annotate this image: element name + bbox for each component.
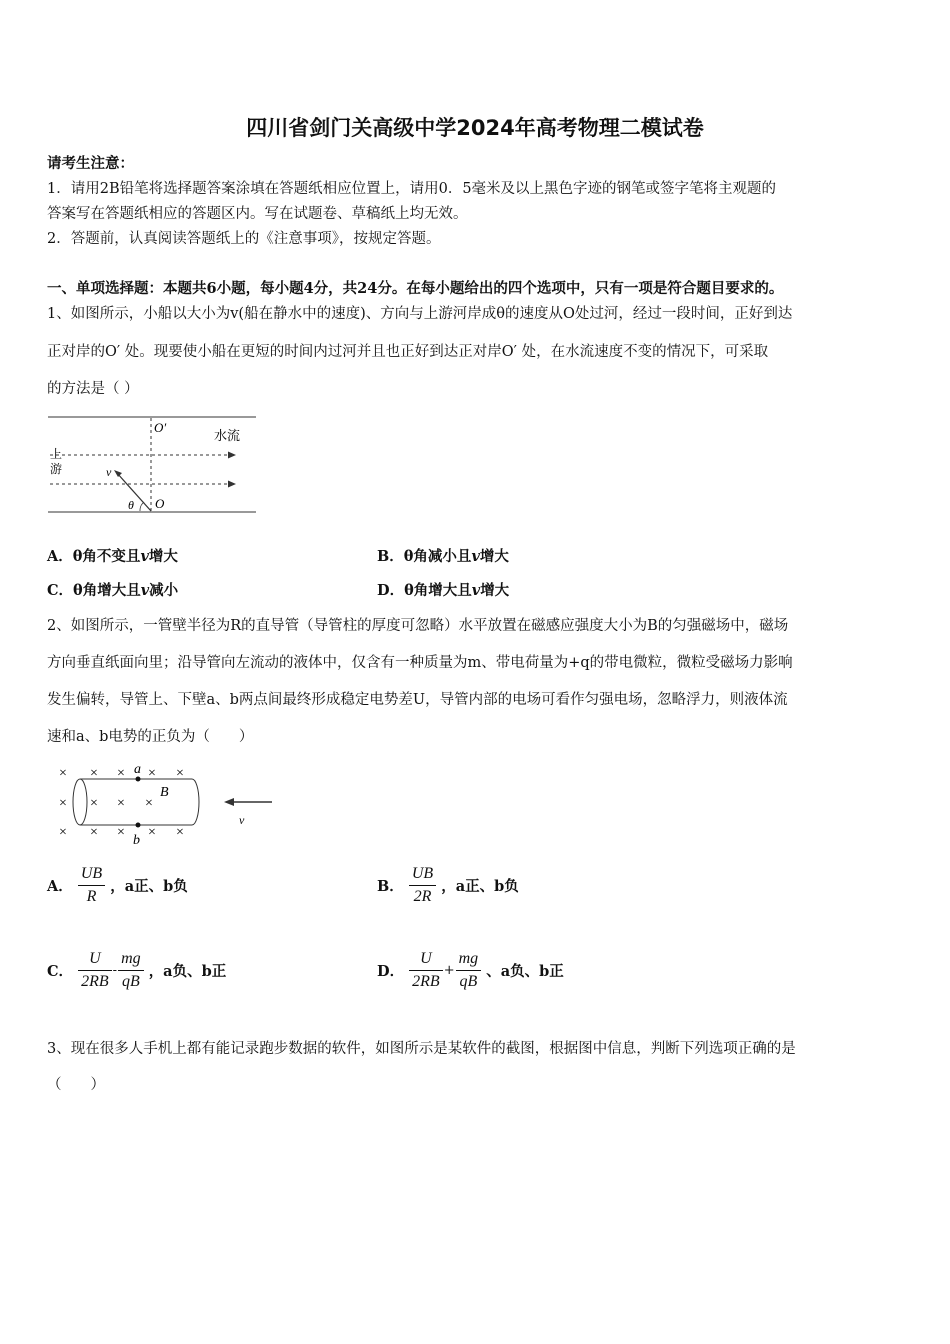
option-text: θ角不变且: [72, 548, 141, 565]
fraction-numerator: U: [409, 950, 443, 971]
label-a: a: [134, 762, 141, 777]
fraction-denominator: qB: [459, 973, 478, 990]
label-v: v: [106, 465, 112, 479]
option-letter: C．: [47, 963, 74, 980]
option-var: v: [140, 582, 150, 599]
label-upstream-1: 上: [50, 447, 63, 461]
cross-mark: ×: [90, 825, 98, 840]
cross-mark: ×: [90, 796, 98, 811]
option-text: θ角增大且: [404, 582, 472, 599]
fraction-numerator: mg: [118, 950, 144, 971]
option-var: v: [471, 548, 480, 565]
page-title: 四川省剑门关高级中学2024年高考物理二模试卷: [246, 116, 704, 140]
option-letter: A．: [47, 548, 73, 565]
cross-mark: ×: [145, 796, 153, 811]
cross-mark: ×: [59, 766, 67, 781]
fraction: [78, 865, 105, 906]
label-o-prime: O′: [154, 420, 167, 435]
q3-stem-line-2: （ ）: [47, 1077, 105, 1093]
q3-stem-line-1: 3、现在很多人手机上都有能记录跑步数据的软件，如图所示是某软件的截图，根据图中信息，判断下列选项正确的是: [47, 1041, 796, 1057]
option-text: 增大: [148, 548, 178, 565]
q1-stem-line-1: 1、如图所示，小船以大小为v(船在静水中的速度)、方向与上游河岸成θ的速度从O处过河，经过一段时间，正好到达: [47, 306, 793, 322]
notice-item-1-line-1: 1．请用2B铅笔将选择题答案涂填在答题纸相应位置上，请用0．5毫米及以上黑色字迹的钢笔或签字笔将主观题的: [47, 181, 777, 197]
option-var: v: [140, 548, 149, 565]
notice-item-1-line-2: 答案写在答题纸相应的答题区内。写在试题卷、草稿纸上均无效。: [47, 206, 468, 222]
q2-stem-line-3: 发生偏转，导管上、下壁a、b两点间最终形成稳定电势差U，导管内部的电场可看作匀强电场，忽略浮力，则液体流: [47, 692, 788, 708]
option-text: ，a正、b负: [441, 878, 519, 895]
option-var: v: [471, 582, 481, 599]
fraction-numerator: U: [78, 950, 112, 971]
fraction-numerator: UB: [409, 865, 436, 886]
flow-arrowhead: [224, 798, 234, 806]
q1-river-figure: [44, 410, 264, 520]
current-arrow-2: [228, 481, 236, 488]
cross-mark: ×: [117, 825, 125, 840]
q1-option-d[interactable]: [377, 579, 509, 600]
q1-option-b[interactable]: [377, 545, 509, 566]
q2-stem-line-2: 方向垂直纸面向里；沿导管向左流动的液体中，仅含有一种质量为m、带电荷量为+q的带电微粒，微粒受磁场力影响: [47, 655, 793, 671]
q1-option-a[interactable]: [47, 545, 178, 566]
notice-item-2: 2．答题前，认真阅读答题纸上的《注意事项》，按规定答题。: [47, 231, 441, 247]
q2-option-a[interactable]: [47, 865, 188, 906]
cross-mark: ×: [90, 766, 98, 781]
fraction-denominator: qB: [121, 973, 140, 990]
q2-option-d[interactable]: [377, 950, 564, 991]
fraction-2: [456, 950, 482, 991]
minus-sign: -: [112, 963, 118, 978]
fraction-numerator: UB: [78, 865, 105, 886]
option-text: 、a负、b正: [486, 963, 564, 980]
option-letter: B．: [377, 878, 404, 895]
fraction-denominator: 2RB: [412, 973, 440, 990]
label-b: b: [133, 833, 140, 848]
cross-mark: ×: [176, 766, 184, 781]
option-text: θ角减小且: [403, 548, 472, 565]
fraction-denominator: R: [86, 888, 97, 905]
q2-option-c[interactable]: [47, 950, 226, 991]
fraction-denominator: 2R: [413, 888, 432, 905]
fraction: [409, 865, 436, 906]
option-text: θ角增大且: [73, 582, 141, 599]
option-text: ，a负、b正: [148, 963, 227, 980]
option-letter: D．: [377, 963, 405, 980]
plus-sign: +: [443, 963, 455, 978]
cross-mark: ×: [176, 825, 184, 840]
pipe-left-end: [73, 779, 87, 825]
cross-mark: ×: [59, 796, 67, 811]
label-v: v: [239, 813, 245, 827]
q2-magnetic-pipe-figure: [50, 758, 280, 850]
label-o: O: [155, 496, 165, 511]
q1-option-c[interactable]: [47, 579, 178, 600]
label-current: 水流: [214, 428, 241, 443]
cross-mark: ×: [59, 825, 67, 840]
q1-stem-line-2: 正对岸的O′ 处。现要使小船在更短的时间内过河并且也正好到达正对岸O′ 处，在水流速度不变的情况下，可采取: [47, 344, 769, 360]
option-text: 减小: [149, 582, 179, 599]
option-letter: A．: [47, 878, 73, 895]
q1-stem-line-3: 的方法是（ ）: [47, 381, 139, 397]
cross-mark: ×: [148, 825, 156, 840]
section-1-heading: 一、单项选择题：本题共6小题，每小题4分，共24分。在每小题给出的四个选项中，只有一项是符合题目要求的。: [47, 280, 784, 297]
cross-mark: ×: [117, 796, 125, 811]
option-text: 增大: [479, 548, 509, 565]
label-upstream-2: 游: [50, 462, 63, 476]
fraction-1: [78, 950, 112, 991]
option-letter: B．: [377, 548, 404, 565]
option-text: 增大: [480, 582, 510, 599]
velocity-arrowhead: [114, 470, 122, 477]
notice-heading: 请考生注意：: [47, 155, 134, 172]
point-b: [136, 823, 141, 828]
fraction-1: [409, 950, 443, 991]
current-arrow-1: [228, 452, 236, 459]
cross-mark: ×: [148, 766, 156, 781]
point-a: [136, 777, 141, 782]
pipe-right-end: [192, 779, 199, 825]
label-field-B: B: [160, 785, 169, 800]
label-theta: θ: [128, 498, 134, 512]
velocity-vector: [117, 473, 151, 511]
option-letter: C．: [47, 582, 74, 599]
option-text: ，a正、b负: [110, 878, 188, 895]
fraction-2: [118, 950, 144, 991]
fraction-numerator: mg: [456, 950, 482, 971]
q2-stem-line-1: 2、如图所示，一管壁半径为R的直导管（导管柱的厚度可忽略）水平放置在磁感应强度大小为B的匀强磁场中，磁场: [47, 618, 789, 634]
q2-option-b[interactable]: [377, 865, 519, 906]
q2-stem-line-4: 速和a、b电势的正负为（ ）: [47, 729, 254, 745]
option-letter: D．: [377, 582, 405, 599]
cross-mark: ×: [117, 766, 125, 781]
fraction-denominator: 2RB: [81, 973, 109, 990]
